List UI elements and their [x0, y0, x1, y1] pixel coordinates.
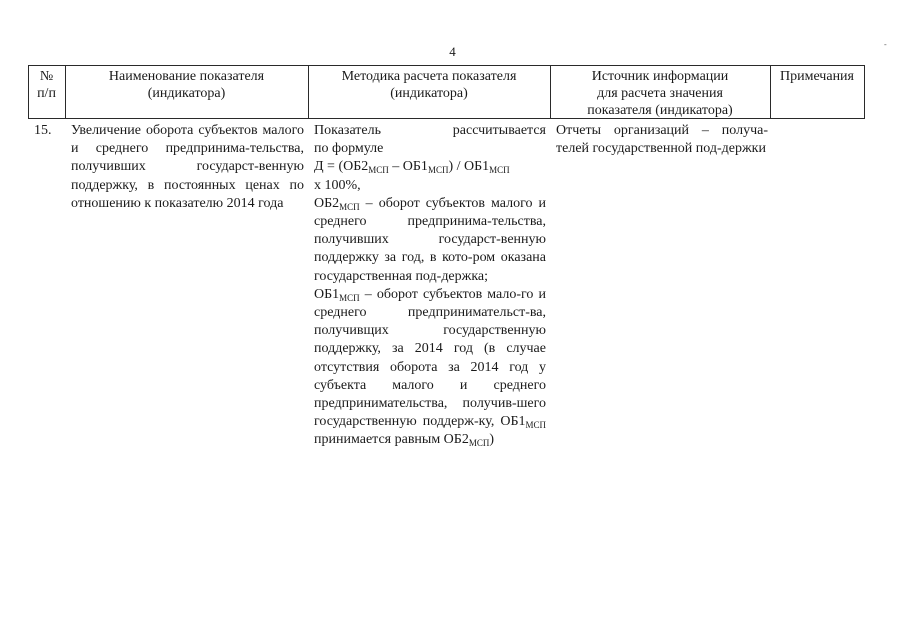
header-source: Источник информации для расчета значения показателя (индикатора): [587, 69, 733, 118]
table-top-border: [28, 65, 865, 66]
scan-mark: -: [884, 40, 887, 49]
method-formula: $Д = (ОБ2_{МСП} - ОБ1_{МСП}) / ОБ1_{МСП}$: [314, 159, 510, 176]
row-number: 15.: [34, 123, 52, 138]
header-name: Наименование показателя (индикатора): [108, 69, 265, 101]
row-source: Отчеты организаций – получа-телей государственной под-держки: [556, 123, 768, 157]
page-number: 4: [449, 44, 456, 59]
header-notes: Примечания: [779, 69, 854, 84]
method-intro-2: по формуле: [314, 141, 384, 157]
method-ob2-definition: $ОБ2_{МСП}$ – оборот субъектов малого и среднего предпринима-тельства, получивших государст-венную поддержку за год, в кото-ром оказана государственная под-держка;: [314, 195, 546, 284]
row-method: [314, 122, 546, 450]
method-ob1-definition: $ОБ1_{МСП}$ – оборот субъектов мало-го и среднего предпринимательст-ва, получивщих государственную поддержку, за 2014 год (в случае отсутствия оборота за 2014 год у субъекта малого и среднего предпринимательства, получив-шего государственную поддерж-ку, $ОБ1_{МСП}$ принимается равным $ОБ2_{МСП}$): [314, 286, 546, 449]
method-intro: Показатель рассчитывается: [314, 123, 546, 138]
header-method: Методика расчета показателя (индикатора): [341, 69, 517, 101]
method-formula-pct: х 100%,: [314, 177, 361, 193]
header-num: № п/п: [37, 69, 56, 101]
table-right-border: [864, 65, 865, 119]
row-indicator-name: Увеличение оборота субъектов малого и среднего предпринима-тельства, получивших государст-венную поддержку, в постоянных ценах по отношению к показателю 2014 года: [71, 123, 304, 211]
